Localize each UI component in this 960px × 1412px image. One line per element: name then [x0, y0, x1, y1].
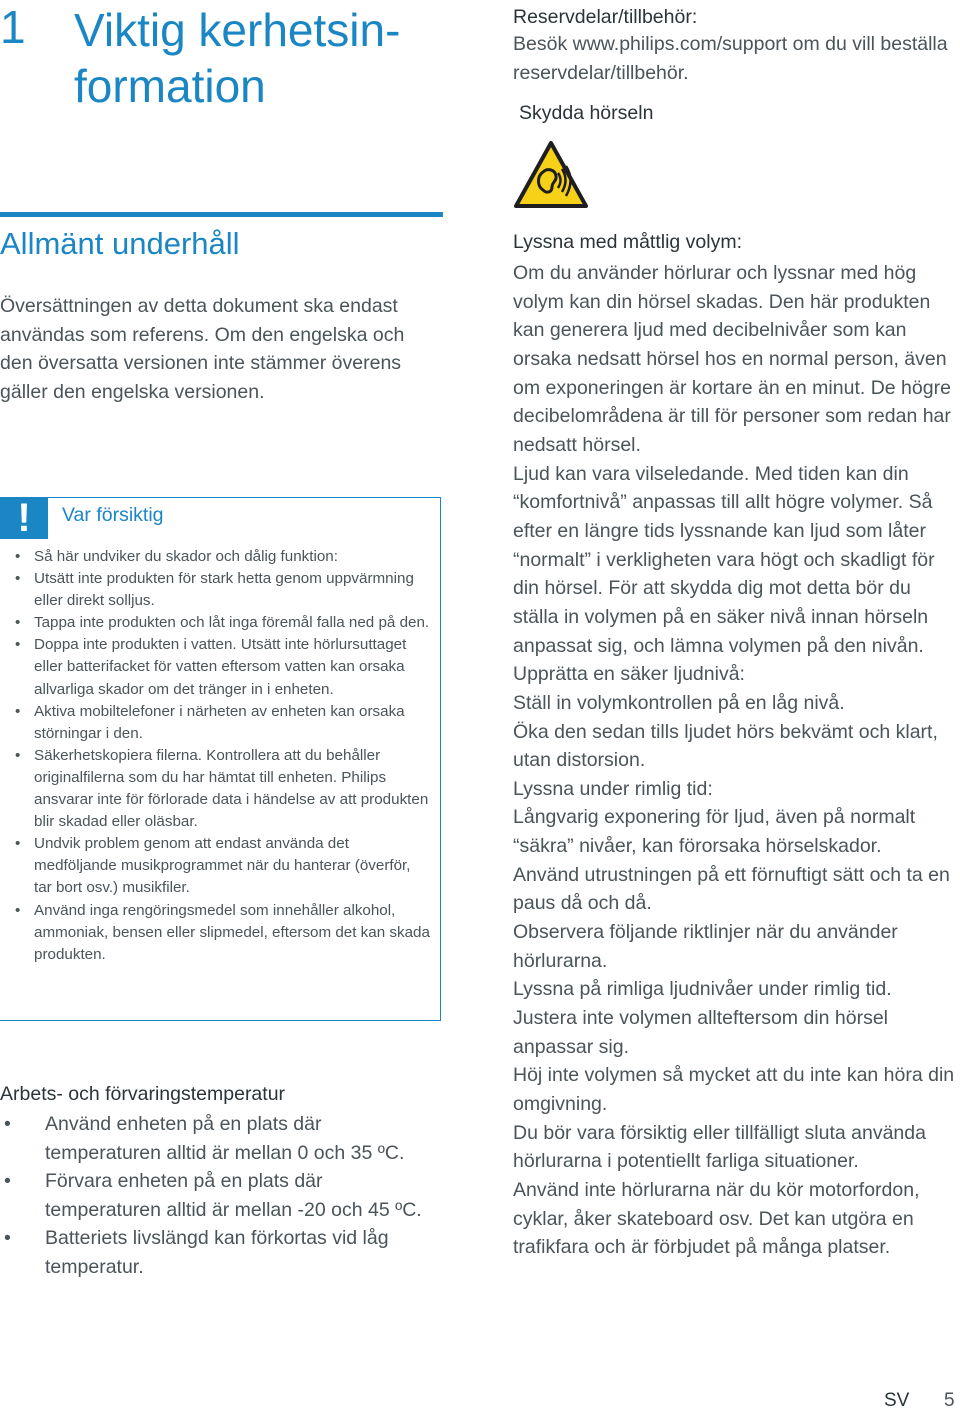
exclamation-icon: ! — [0, 497, 48, 539]
list-item: • Undvik problem genom att endast använda det medföljande musikprogrammet när du hanterar (överför, tar bort osv.) musikfiler. — [14, 833, 432, 899]
hearing-paragraph: Höj inte volymen så mycket att du inte kan höra din omgivning. — [513, 1064, 955, 1116]
hearing-paragraph: Lyssna på rimliga ljudnivåer under rimlig tid. — [513, 978, 892, 1001]
page-number: 5 — [944, 1390, 955, 1411]
list-item: • Förvara enheten på en plats där temperaturen alltid är mellan -20 och 45 ºC. — [0, 1167, 440, 1224]
hearing-paragraph: Använd inte hörlurarna när du kör motorfordon, cyklar, åker skateboard osv. Det kan utgöra en trafikfara och är förbjudet på många platser. — [513, 1179, 920, 1259]
list-item: • Aktiva mobiltelefoner i närheten av enheten kan orsaka störningar i den. — [14, 701, 432, 745]
list-item: • Säkerhetskopiera filerna. Kontrollera att du behåller originalfilerna som du har hämtat till enheten. Philips ansvarar inte för förlorade data i händelse av att produkten blir skadad eller oläsbar. — [14, 745, 432, 833]
list-item: • Batteriets livslängd kan förkortas vid låg temperatur. — [0, 1224, 440, 1281]
hearing-paragraph: Använd utrustningen på ett förnuftigt sätt och ta en paus då och då. — [513, 863, 950, 915]
chapter-number: 1 — [0, 1, 26, 53]
hearing-paragraph: Om du använder hörlurar och lyssnar med hög volym kan din hörsel skadas. Den här produkten kan generera ljud med decibelnivåer som kan orsaka nedsatt hörsel hos en normal person, även om exponeringen är kortare än en minut. De högre decibelområdena är till för personer som redan har nedsatt hörsel. — [513, 262, 951, 456]
hearing-paragraph: Ljud kan vara vilseledande. Med tiden kan din “komfortnivå” anpassas till allt högre volymer. Så efter en längre tids lyssnande kan ljud som låter “normalt” i verkligheten vara högt och skadligt för din hörsel. För att skydda dig mot detta bör du ställa in volymen på en säker nivå innan hörseln anpassat sig, och lämna volymen på den nivån. — [513, 462, 935, 657]
footer-language: SV — [884, 1390, 910, 1411]
hearing-protection-heading: Skydda hörseln — [519, 102, 654, 124]
hearing-paragraph: Långvarig exponering för ljud, även på normalt “säkra” nivåer, kan förorsaka hörselskador. — [513, 806, 916, 858]
hearing-paragraph: Justera inte volymen allteftersom din hörsel anpassar sig. — [513, 1007, 889, 1058]
spare-parts-text: Besök www.philips.com/support om du vill beställa reservdelar/tillbehör. — [513, 33, 948, 84]
hearing-paragraph: Observera följande riktlinjer när du använder hörlurarna. — [513, 921, 898, 972]
list-item: • Doppa inte produkten i vatten. Utsätt inte hörlursuttaget eller batterifacket för vatten eftersom vatten kan orsaka allvarliga skador om det tränger in i enheten. — [14, 634, 432, 700]
section-title-general: Allmänt underhåll — [0, 226, 240, 261]
hearing-paragraph: Ställ in volymkontrollen på en låg nivå. — [513, 691, 845, 714]
temperature-heading: Arbets- och förvaringstemperatur — [0, 1083, 286, 1105]
section-divider — [0, 212, 443, 217]
spare-parts-heading: Reservdelar/tillbehör: — [513, 6, 698, 28]
general-intro-text: Översättningen av detta dokument ska endast användas som referens. Om den engelska och den översatta versionen inte stämmer överens gäller den engelska versionen. — [0, 295, 405, 404]
hearing-paragraph: Du bör vara försiktig eller tillfälligt sluta använda hörlurarna i potentiellt farliga situationer. — [513, 1121, 926, 1173]
volume-heading: Lyssna med måttlig volym: — [513, 231, 743, 253]
hearing-warning-icon — [513, 140, 589, 210]
list-item: • Så här undviker du skador och dålig funktion: — [14, 546, 432, 568]
caution-list — [14, 546, 432, 966]
hearing-paragraph: Upprätta en säker ljudnivå: — [513, 663, 745, 686]
caution-title: Var försiktig — [62, 504, 164, 526]
chapter-title: Viktig kerhetsin- formation — [74, 4, 401, 112]
temperature-list — [0, 1110, 440, 1282]
hearing-paragraph: Öka den sedan tills ljudet hörs bekvämt och klart, utan distorsion. — [513, 720, 938, 772]
hearing-paragraph: Lyssna under rimlig tid: — [513, 777, 713, 800]
list-item: • Utsätt inte produkten för stark hetta genom uppvärmning eller direkt solljus. — [14, 568, 432, 612]
chapter-header — [0, 0, 445, 120]
hearing-text — [513, 259, 960, 1262]
list-item: • Använd enheten på en plats där temperaturen alltid är mellan 0 och 35 ºC. — [0, 1110, 440, 1167]
list-item: • Tappa inte produkten och låt inga föremål falla ned på den. — [14, 612, 432, 634]
list-item: • Använd inga rengöringsmedel som innehåller alkohol, ammoniak, bensen eller slipmedel, eftersom det kan skada produkten. — [14, 900, 432, 966]
